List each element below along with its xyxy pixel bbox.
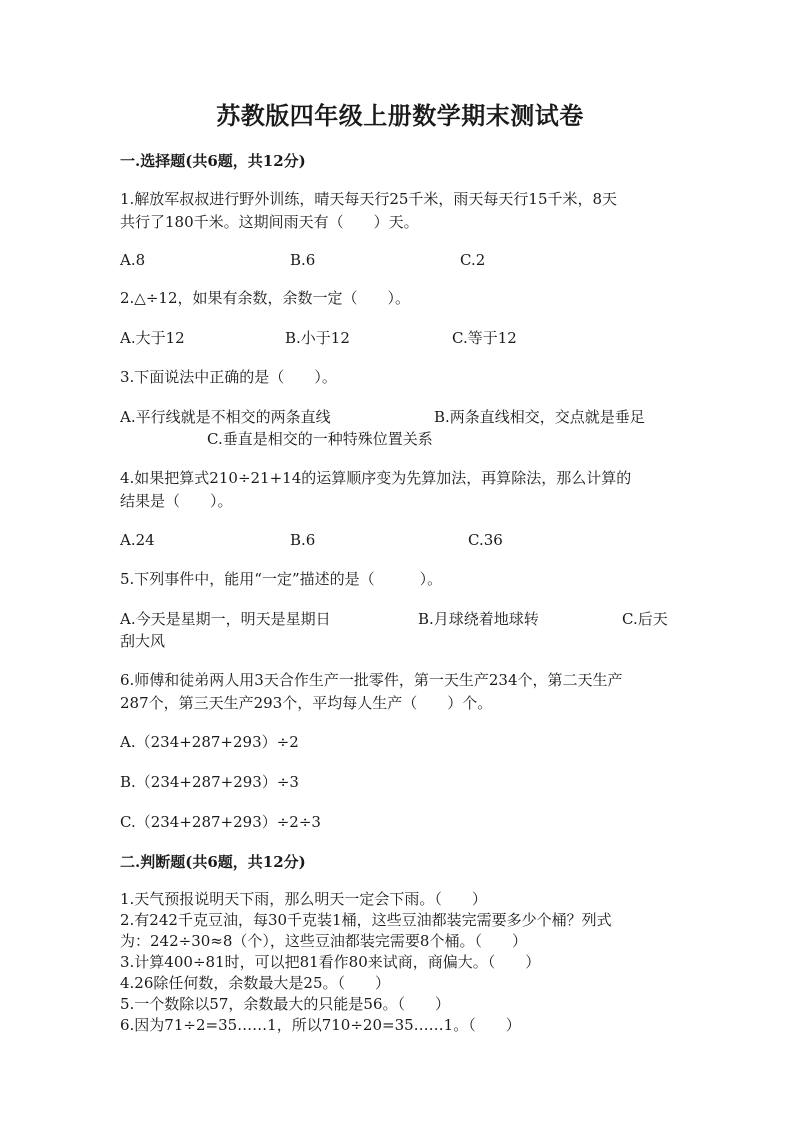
q2-option-b: B.小于12 [285, 329, 350, 347]
q5-option-c: C.后天 [622, 610, 668, 628]
page-title: 苏教版四年级上册数学期末测试卷 [216, 101, 584, 130]
q4-option-b: B.6 [290, 531, 316, 549]
judge-item-2: 2.有242千克豆油，每30千克装1桶，这些豆油都装完需要多少个桶？列式 [120, 911, 612, 929]
q6-text-line2: 287个，第三天生产293个，平均每人生产（ ）个。 [120, 694, 493, 712]
judge-item-4: 4.26除任何数，余数最大是25。（ ） [120, 974, 390, 992]
q2-text-line1: 2.△÷12，如果有余数，余数一定（ ）。 [120, 289, 411, 307]
section1-heading: 一.选择题(共6题，共12分) [120, 152, 306, 170]
judge-item-5: 5.一个数除以57，余数最大的只能是56。（ ） [120, 995, 450, 1013]
judge-item-6: 6.因为71÷2=35……1，所以710÷20=35……1。（ ） [120, 1016, 521, 1034]
q3-text-line1: 3.下面说法中正确的是（ ）。 [120, 368, 337, 386]
q4-text-line2: 结果是（ ）。 [120, 492, 233, 510]
q1-option-b: B.6 [290, 251, 316, 269]
q5-text-line1: 5.下列事件中，能用“一定”描述的是（ ）。 [120, 570, 443, 588]
section2-heading: 二.判断题(共6题，共12分) [120, 853, 306, 871]
q5-option-a: A.今天是星期一，明天是星期日 [120, 610, 331, 628]
q4-text-line1: 4.如果把算式210÷21+14的运算顺序变为先算加法，再算除法，那么计算的 [120, 469, 632, 487]
q5-option-c-continued: 刮大风 [120, 632, 166, 650]
q1-option-a: A.8 [120, 251, 146, 269]
q4-option-c: C.36 [468, 531, 503, 549]
q3-option-b: B.两条直线相交，交点就是垂足 [434, 408, 645, 426]
q5-option-b: B.月球绕着地球转 [418, 610, 539, 628]
q1-option-c: C.2 [460, 251, 486, 269]
q2-option-c: C.等于12 [452, 329, 517, 347]
q4-option-a: A.24 [120, 531, 155, 549]
q3-option-a: A.平行线就是不相交的两条直线 [120, 408, 331, 426]
q6-option-b: B.（234+287+293）÷3 [120, 773, 299, 791]
judge-item-3: 3.计算400÷81时，可以把81看作80来试商，商偏大。（ ） [120, 953, 541, 971]
q1-text-line1: 1.解放军叔叔进行野外训练，晴天每天行25千米，雨天每天行15千米，8天 [120, 190, 618, 208]
q1-text-line2: 共行了180千米。这期间雨天有（ ）天。 [120, 213, 419, 231]
q3-option-c: C.垂直是相交的一种特殊位置关系 [207, 430, 433, 448]
q6-text-line1: 6.师傅和徒弟两人用3天合作生产一批零件，第一天生产234个，第二天生产 [120, 671, 623, 689]
q6-option-c: C.（234+287+293）÷2÷3 [120, 813, 321, 831]
q2-option-a: A.大于12 [120, 329, 185, 347]
judge-item-2-continued: 为：242÷30≈8（个），这些豆油都装完需要8个桶。（ ） [120, 932, 527, 950]
q6-option-a: A.（234+287+293）÷2 [120, 733, 299, 751]
judge-item-1: 1.天气预报说明天下雨，那么明天一定会下雨。（ ） [120, 890, 487, 908]
